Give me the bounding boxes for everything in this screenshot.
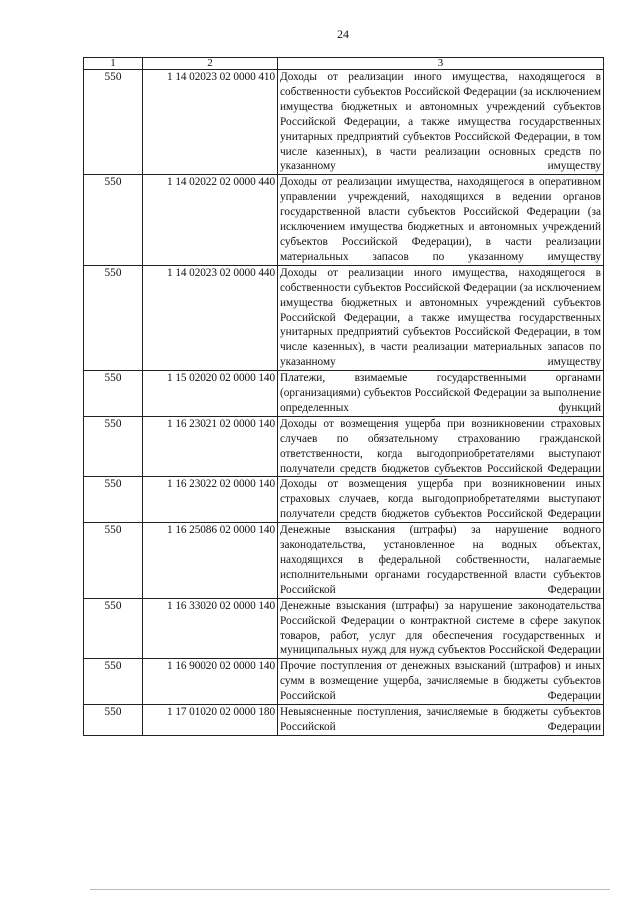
budget-code-cell: 1 14 02023 02 0000 440 <box>143 265 278 370</box>
admin-code-cell: 550 <box>84 659 143 705</box>
table-row <box>84 70 604 175</box>
column-header-1: 1 <box>84 58 143 70</box>
budget-code-cell: 1 16 33020 02 0000 140 <box>143 598 278 659</box>
table-row <box>84 598 604 659</box>
description-cell: Платежи, взимаемые государственными органами (организациями) субъектов Российской Федерации за выполнение определенных функций <box>278 371 604 417</box>
page-bottom-rule <box>90 889 610 890</box>
admin-code-cell: 550 <box>84 705 143 736</box>
admin-code-cell: 550 <box>84 598 143 659</box>
table-row <box>84 416 604 477</box>
budget-code-cell: 1 15 02020 02 0000 140 <box>143 371 278 417</box>
admin-code-cell: 550 <box>84 416 143 477</box>
description-cell: Доходы от возмещения ущерба при возникновении страховых случаев по обязательному страхованию гражданской ответственности, когда выгодоприобретателями выступают получатели средств бюджетов субъектов Российской Федерации <box>278 416 604 477</box>
page-number: 24 <box>337 27 349 41</box>
budget-code-cell: 1 17 01020 02 0000 180 <box>143 705 278 736</box>
table-row <box>84 175 604 265</box>
description-cell: Доходы от возмещения ущерба при возникновении иных страховых случаев, когда выгодоприобретателями выступают получатели средств бюджетов субъектов Российской Федерации <box>278 477 604 523</box>
description-cell: Прочие поступления от денежных взысканий (штрафов) и иных сумм в возмещение ущерба, зачисляемые в бюджеты субъектов Российской Федерации <box>278 659 604 705</box>
admin-code-cell: 550 <box>84 175 143 265</box>
column-header-2: 2 <box>143 58 278 70</box>
table-row <box>84 705 604 736</box>
description-cell: Доходы от реализации иного имущества, находящегося в собственности субъектов Российской Федерации (за исключением имущества бюджетных и автономных учреждений субъектов Российской Федерации, а также имущества государственных унитарных предприятий субъектов Российской Федерации, в том числе казенных), в части реализации основных средств по указанному имуществу <box>278 70 604 175</box>
revenue-codes-table <box>83 57 604 736</box>
table-row <box>84 477 604 523</box>
description-cell: Денежные взыскания (штрафы) за нарушение водного законодательства, установленное на водных объектах, находящихся в федеральной собственности, налагаемые исполнительными органами государственной власти субъектов Российской Федерации <box>278 523 604 599</box>
table-row <box>84 265 604 370</box>
budget-code-cell: 1 14 02022 02 0000 440 <box>143 175 278 265</box>
admin-code-cell: 550 <box>84 371 143 417</box>
budget-code-cell: 1 16 23021 02 0000 140 <box>143 416 278 477</box>
budget-code-cell: 1 14 02023 02 0000 410 <box>143 70 278 175</box>
admin-code-cell: 550 <box>84 477 143 523</box>
admin-code-cell: 550 <box>84 70 143 175</box>
table-row <box>84 523 604 599</box>
description-cell: Доходы от реализации иного имущества, находящегося в собственности субъектов Российской Федерации (за исключением имущества бюджетных и автономных учреждений субъектов Российской Федерации, а также имущества государственных унитарных предприятий субъектов Российской Федерации, в том числе казенных), в части реализации материальных запасов по указанному имуществу <box>278 265 604 370</box>
budget-code-cell: 1 16 90020 02 0000 140 <box>143 659 278 705</box>
admin-code-cell: 550 <box>84 265 143 370</box>
table-row <box>84 371 604 417</box>
description-cell: Невыясненные поступления, зачисляемые в бюджеты субъектов Российской Федерации <box>278 705 604 736</box>
description-cell: Денежные взыскания (штрафы) за нарушение законодательства Российской Федерации о контрактной системе в сфере закупок товаров, работ, услуг для обеспечения государственных и муниципальных нужд для нужд субъектов Российской Федерации <box>278 598 604 659</box>
admin-code-cell: 550 <box>84 523 143 599</box>
budget-code-cell: 1 16 23022 02 0000 140 <box>143 477 278 523</box>
description-cell: Доходы от реализации имущества, находящегося в оперативном управлении учреждений, находящихся в ведении органов государственной власти субъектов Российской Федерации (за исключением имущества бюджетных и автономных учреждений субъектов Российской Федерации), в части реализации материальных запасов по указанному имуществу <box>278 175 604 265</box>
budget-code-cell: 1 16 25086 02 0000 140 <box>143 523 278 599</box>
column-header-3: 3 <box>278 58 604 70</box>
table-header-row <box>84 58 604 70</box>
table-row <box>84 659 604 705</box>
